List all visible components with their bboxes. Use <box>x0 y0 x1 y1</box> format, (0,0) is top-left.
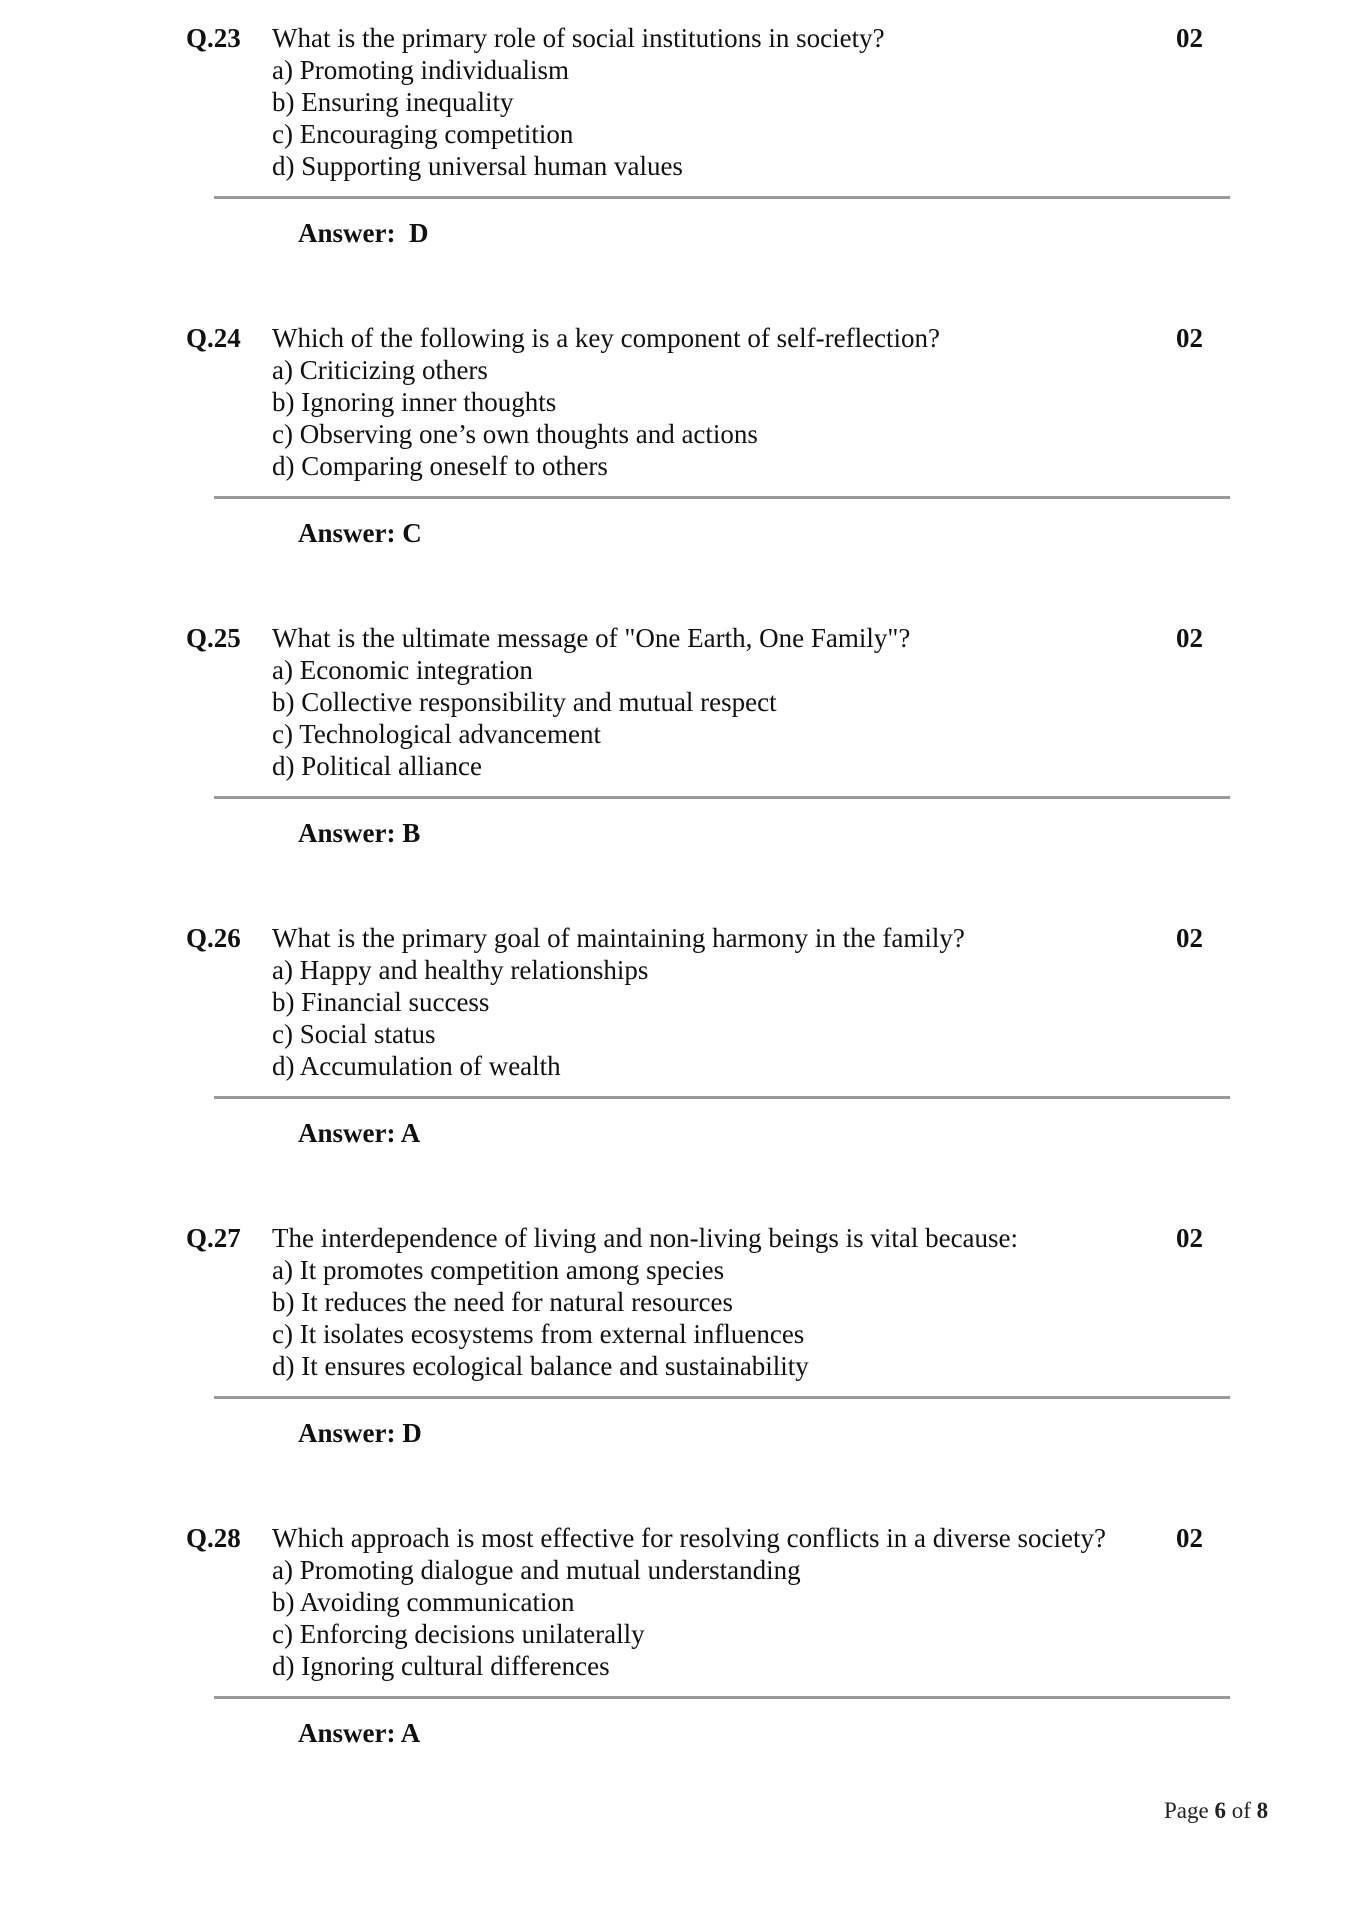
option-c: c) Enforcing decisions unilaterally <box>272 1619 645 1649</box>
option-c: c) Encouraging competition <box>272 119 574 149</box>
question-marks: 02 <box>1176 623 1203 653</box>
option-c: c) Observing one’s own thoughts and actions <box>272 419 758 449</box>
answer-key: Answer: A <box>298 1118 421 1148</box>
option-a: a) Promoting individualism <box>272 55 569 85</box>
page-current-number: 6 <box>1214 1798 1226 1823</box>
question-number: Q.26 <box>186 923 241 953</box>
options-list <box>272 354 758 482</box>
question-number: Q.24 <box>186 323 241 353</box>
option-d: d) Comparing oneself to others <box>272 451 608 481</box>
option-b: b) Avoiding communication <box>272 1587 575 1617</box>
options-list <box>272 1254 809 1382</box>
option-b: b) It reduces the need for natural resources <box>272 1287 734 1317</box>
answer-key: Answer: D <box>298 1418 422 1448</box>
of-label: of <box>1231 1798 1251 1823</box>
option-a: a) It promotes competition among species <box>272 1255 725 1285</box>
question-number: Q.25 <box>186 623 241 653</box>
divider-line <box>214 1396 1230 1399</box>
divider-line <box>214 496 1230 499</box>
option-d: d) Supporting universal human values <box>272 151 683 181</box>
question-text: What is the primary role of social institutions in society? <box>272 23 885 53</box>
option-a: a) Promoting dialogue and mutual understanding <box>272 1555 801 1585</box>
question-text: Which of the following is a key component of self-reflection? <box>272 323 941 353</box>
option-d: d) Ignoring cultural differences <box>272 1651 610 1681</box>
option-b: b) Ignoring inner thoughts <box>272 387 557 417</box>
question-marks: 02 <box>1176 323 1203 353</box>
question-number: Q.27 <box>186 1223 241 1253</box>
option-b: b) Collective responsibility and mutual respect <box>272 687 777 717</box>
option-a: a) Economic integration <box>272 655 533 685</box>
divider-line <box>214 1696 1230 1699</box>
divider-line <box>214 196 1230 199</box>
question-number: Q.23 <box>186 23 241 53</box>
answer-key: Answer: D <box>298 218 429 248</box>
options-list <box>272 654 777 782</box>
question-block <box>0 22 1358 262</box>
divider-line <box>214 1096 1230 1099</box>
answer-key: Answer: B <box>298 818 421 848</box>
question-block <box>0 322 1358 562</box>
option-d: d) Accumulation of wealth <box>272 1051 561 1081</box>
question-block <box>0 1222 1358 1462</box>
question-block <box>0 922 1358 1162</box>
option-c: c) Social status <box>272 1019 436 1049</box>
page-label: Page <box>1164 1798 1209 1823</box>
question-block <box>0 1522 1358 1762</box>
answer-key: Answer: A <box>298 1718 421 1748</box>
option-a: a) Criticizing others <box>272 355 488 385</box>
option-b: b) Ensuring inequality <box>272 87 514 117</box>
options-list <box>272 54 683 182</box>
options-list <box>272 1554 801 1682</box>
page-footer <box>1164 1797 1268 1825</box>
question-number: Q.28 <box>186 1523 241 1553</box>
option-b: b) Financial success <box>272 987 490 1017</box>
question-marks: 02 <box>1176 1523 1203 1553</box>
divider-line <box>214 796 1230 799</box>
option-d: d) Political alliance <box>272 751 482 781</box>
option-a: a) Happy and healthy relationships <box>272 955 649 985</box>
question-text: What is the primary goal of maintaining harmony in the family? <box>272 923 965 953</box>
question-text: What is the ultimate message of "One Earth, One Family"? <box>272 623 911 653</box>
question-block <box>0 622 1358 862</box>
question-marks: 02 <box>1176 23 1203 53</box>
question-text: Which approach is most effective for resolving conflicts in a diverse society? <box>272 1523 1106 1553</box>
question-marks: 02 <box>1176 1223 1203 1253</box>
page-total-number: 8 <box>1256 1798 1269 1823</box>
options-list <box>272 954 648 1082</box>
option-c: c) It isolates ecosystems from external influences <box>272 1319 805 1349</box>
answer-key: Answer: C <box>298 518 422 548</box>
question-marks: 02 <box>1176 923 1203 953</box>
option-c: c) Technological advancement <box>272 719 601 749</box>
option-d: d) It ensures ecological balance and sustainability <box>272 1351 809 1381</box>
question-text: The interdependence of living and non-living beings is vital because: <box>272 1223 1019 1253</box>
